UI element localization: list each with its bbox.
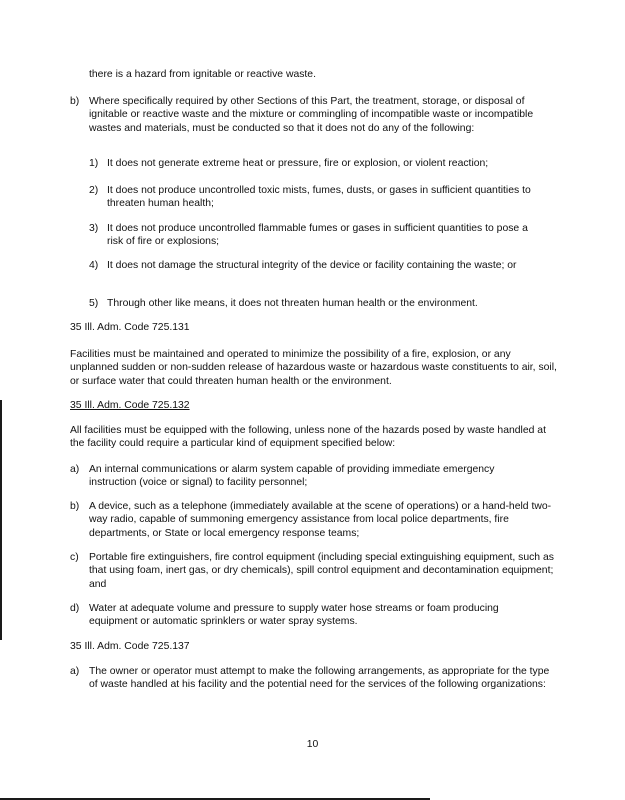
list-item-text: It does not produce uncontrolled flammable fumes or gases in sufficient quantities to pose a risk of fire or explosions; (107, 223, 528, 248)
list-item-label: a) (70, 666, 80, 677)
list-item-text: An internal communications or alarm system capable of providing immediate emergency instruction (voice or signal) to facility personnel; (89, 464, 495, 489)
paragraph-725-131: Facilities must be maintained and operated to minimize the possibility of a fire, explosion, or any unplanned sudden or non-sudden release of hazardous waste or hazardous waste constituents to air, soil, or surface water that could threaten human health or the environment. (70, 349, 557, 387)
list-item-text: It does not damage the structural integrity of the device or facility containing the waste; or (107, 260, 517, 271)
list-item-text: Through other like means, it does not threaten human health or the environment. (107, 298, 478, 309)
citation-725-132: 35 Ill. Adm. Code 725.132 (70, 400, 190, 411)
section-text: Where specifically required by other Sections of this Part, the treatment, storage, or disposal of ignitable or reactive waste and the mixture or commingling of incompatible waste or incompatible wastes and materials, must be conducted so that it does not do any of the following: (89, 96, 534, 134)
list-item-label: d) (70, 603, 80, 614)
citation-725-131: 35 Ill. Adm. Code 725.131 (70, 322, 190, 333)
list-item-label: 5) (89, 298, 99, 309)
list-item-text: The owner or operator must attempt to make the following arrangements, as appropriate for the type of waste handled at his facility and the potential need for the services of the following organizations: (89, 666, 550, 691)
list-item-text: It does not generate extreme heat or pressure, fire or explosion, or violent reaction; (107, 158, 489, 169)
continued-line: there is a hazard from ignitable or reactive waste. (89, 69, 316, 80)
list-item-text: Water at adequate volume and pressure to supply water hose streams or foam producing equipment or automatic sprinklers or water spray systems. (89, 603, 499, 628)
section-label: b) (70, 96, 80, 107)
list-item-text: Portable fire extinguishers, fire control equipment (including special extinguishing equipment, such as that using foam, inert gas, or dry chemicals), spill control equipment and decontamination equipment; and (89, 552, 554, 590)
list-item-label: c) (70, 552, 79, 563)
list-item-text: A device, such as a telephone (immediately available at the scene of operations) or a hand-held two-way radio, capable of summoning emergency assistance from local police departments, fire departments, or State or local emergency response teams; (89, 501, 552, 539)
list-item-text: It does not produce uncontrolled toxic mists, fumes, dusts, or gases in sufficient quantities to threaten human health; (107, 185, 531, 210)
list-item-label: 3) (89, 223, 99, 234)
list-item-label: a) (70, 464, 80, 475)
list-item-label: b) (70, 501, 80, 512)
list-item-label: 2) (89, 185, 99, 196)
paragraph-725-132: All facilities must be equipped with the following, unless none of the hazards posed by waste handled at the facility could require a particular kind of equipment specified below: (70, 425, 546, 450)
list-item-label: 1) (89, 158, 99, 169)
page-number: 10 (306, 739, 319, 751)
citation-725-137: 35 Ill. Adm. Code 725.137 (70, 641, 190, 652)
scan-edge-left (0, 400, 2, 640)
list-item-label: 4) (89, 260, 99, 271)
